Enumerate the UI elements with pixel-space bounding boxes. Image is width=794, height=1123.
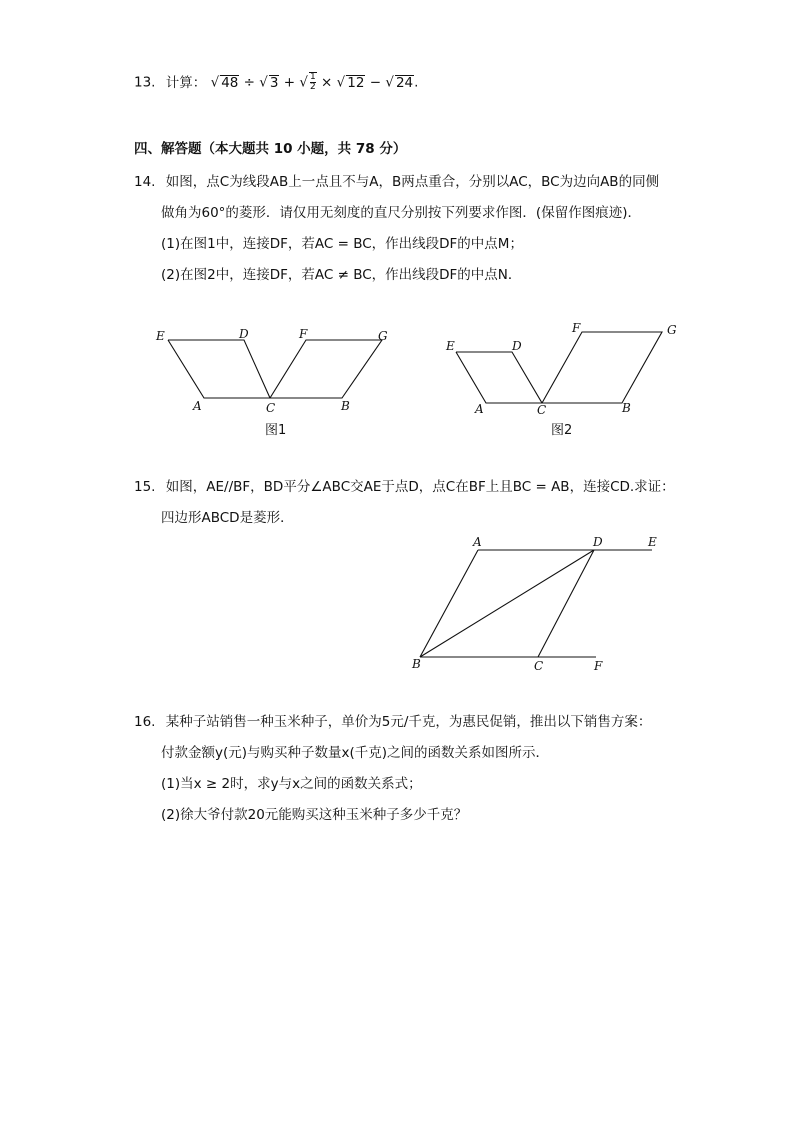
plus-operator: + (283, 74, 296, 91)
question-16-part-2: (2)徐大爷付款20元能购买这种玉米种子多少千克？ (161, 807, 468, 823)
radicand-24: 24 (395, 74, 414, 91)
expression-end: . (414, 74, 419, 91)
fraction-numerator: 1 (310, 72, 316, 82)
question-14-number: 14. (134, 174, 156, 190)
question-16-text: 某种子站销售一种玉米种子，单价为5元/千克，为惠民促销，推出以下销售方案： (165, 714, 652, 730)
vertex-label-b: B (412, 657, 421, 671)
question-14-text: 如图，点C为线段AB上一点且不与A，B两点重合，分别以AC，BC为边向AB的同侧 (165, 174, 660, 190)
vertex-label-c: C (266, 401, 276, 415)
vertex-label-f: F (572, 321, 581, 335)
sqrt-sign: √ (299, 74, 308, 91)
vertex-label-f: F (594, 659, 603, 673)
radicand-48: 48 (221, 74, 239, 91)
figure-2-caption: 图2 (551, 423, 573, 438)
rhombus-cbgf (270, 340, 382, 398)
vertex-label-c: C (534, 659, 544, 673)
minus-operator: − (369, 74, 382, 91)
vertex-label-b: B (622, 401, 631, 415)
segment-bd (420, 550, 594, 657)
vertex-label-a: A (475, 402, 484, 416)
question-15-line-1 (134, 477, 675, 497)
vertex-label-g: G (378, 329, 388, 343)
question-13-number: 13. (134, 74, 156, 91)
vertex-label-c: C (537, 403, 547, 417)
question-16-line-1 (134, 712, 651, 732)
question-14-part-2: (2)在图2中，连接DF，若AC ≠ BC，作出线段DF的中点N． (161, 267, 522, 283)
vertex-label-b: B (341, 399, 350, 413)
vertex-label-a: A (473, 535, 482, 549)
question-15-line-2: 四边形ABCD是菱形． (161, 510, 294, 526)
segment-dc (538, 550, 594, 657)
question-16-part-1: (1)当x ≥ 2时，求y与x之间的函数关系式； (161, 776, 422, 792)
section-4-title: 四、解答题（本大题共 10 小题，共 78 分） (134, 141, 407, 157)
segment-ab (420, 550, 478, 657)
radicand-3: 3 (269, 74, 279, 91)
vertex-label-e: E (156, 329, 165, 343)
divide-operator: ÷ (243, 74, 255, 91)
rhombus-large (542, 332, 662, 403)
vertex-label-g: G (667, 323, 677, 337)
sqrt-sign: √ (259, 74, 268, 91)
vertex-label-e: E (648, 535, 657, 549)
rhombus-acde (168, 340, 270, 398)
question-13-label: 计算： (165, 74, 207, 91)
radicand-12: 12 (347, 74, 365, 91)
question-14-part-1: (1)在图1中，连接DF，若AC = BC，作出线段DF的中点M； (161, 236, 523, 252)
vertex-label-f: F (299, 327, 308, 341)
sqrt-sign: √ (336, 74, 346, 91)
vertex-label-d: D (512, 339, 522, 353)
sqrt-sign: √ (385, 74, 394, 91)
figure-1-caption: 图1 (265, 423, 287, 438)
vertex-label-d: D (593, 535, 603, 549)
fraction-denominator: 2 (310, 82, 316, 92)
vertex-label-d: D (239, 327, 249, 341)
question-14-line-2: 做角为60°的菱形．请仅用无刻度的直尺分别按下列要求作图．(保留作图痕迹)． (161, 205, 641, 221)
vertex-label-a: A (193, 399, 202, 413)
question-16-number: 16. (134, 714, 156, 730)
rhombus-small (456, 352, 542, 403)
vertex-label-e: E (446, 339, 455, 353)
question-15-text: 如图，AE//BF，BD平分∠ABC交AE于点D，点C在BF上且BC = AB，连接CD.求证： (165, 479, 675, 495)
sqrt-sign: √ (210, 74, 220, 91)
times-operator: × (321, 74, 333, 91)
question-15-number: 15. (134, 479, 156, 495)
question-16-line-2: 付款金额y(元)与购买种子数量x(千克)之间的函数关系如图所示． (161, 745, 550, 761)
